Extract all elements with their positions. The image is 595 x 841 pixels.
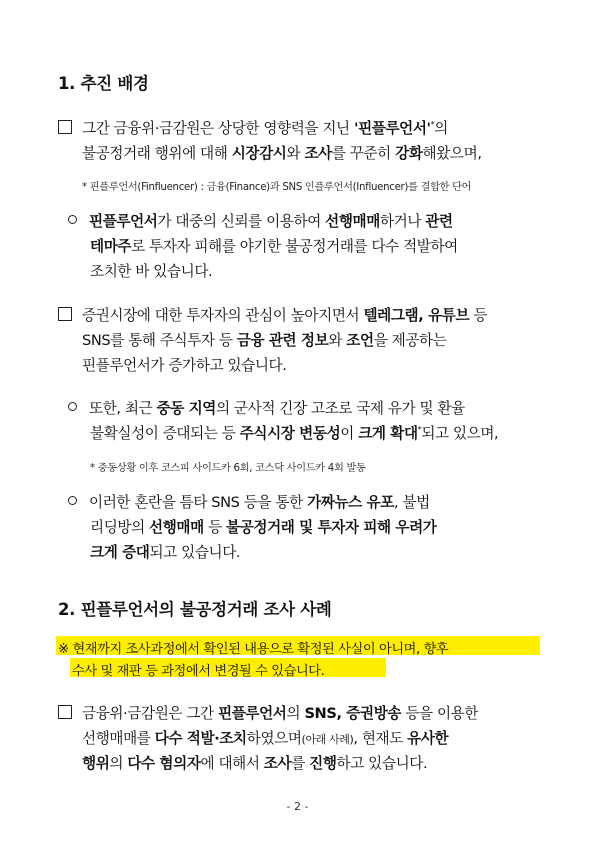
circle-bullet-icon (68, 402, 77, 411)
square-bullet-icon (58, 705, 72, 719)
case-bullet-line-1: 금융위·금감원은 그간 핀플루언서의 SNS, 증권방송 등을 이용한 (58, 702, 478, 723)
section-2-heading: 2. 핀플루언서의 불공정거래 조사 사례 (58, 600, 332, 619)
case-bullet-line-2: 선행매매를 다수 적발·조치하였으며(아래 사례), 현재도 유사한 (82, 730, 449, 747)
bullet-1-line-2: 불공정거래 행위에 대해 시장감시와 조사를 꾸준히 강화해왔으며, (82, 145, 482, 162)
page-number: - 2 - (286, 800, 309, 813)
notice-line-1: ※ 현재까지 조사과정에서 확인된 내용으로 확정된 사실이 아니며, 향후 (58, 642, 449, 657)
sub-bullet-2-line-2: 불확실성이 증대되는 등 주식시장 변동성이 크게 확대*되고 있으며, (90, 425, 499, 442)
sub-bullet-1-line-2: 테마주로 투자자 피해를 야기한 불공정거래를 다수 적발하여 (90, 238, 458, 255)
section-1-heading: 1. 추진 배경 (58, 74, 149, 93)
footnote-sidecar: * 중동상황 이후 코스피 사이드카 6회, 코스닥 사이드카 4회 발동 (90, 463, 366, 474)
bullet-2-line-1: 증권시장에 대한 투자자의 관심이 높아지면서 텔레그램, 유튜브 등 (58, 304, 487, 325)
square-bullet-icon (58, 120, 72, 134)
circle-bullet-icon (68, 215, 77, 224)
bullet-2-line-3: 핀플루언서가 증가하고 있습니다. (82, 357, 287, 374)
sub-bullet-1-line-1: 핀플루언서가 대중의 신뢰를 이용하여 선행매매하거나 관련 (68, 210, 453, 231)
sub-bullet-2-line-1: 또한, 최근 중동 지역의 군사적 긴장 고조로 국제 유가 및 환율 (68, 397, 465, 418)
bullet-1-line-1: 그간 금융위·금감원은 상당한 영향력을 지닌 '핀플루언서'*의 (58, 117, 448, 138)
sub-bullet-3-line-2: 리딩방의 선행매매 등 불공정거래 및 투자자 피해 우려가 (90, 519, 437, 536)
bullet-2-line-2: SNS를 통해 주식투자 등 금융 관련 정보와 조언을 제공하는 (82, 332, 447, 349)
sub-bullet-1-line-3: 조치한 바 있습니다. (90, 263, 213, 280)
footnote-finfluencer: * 핀플루언서(Finfluencer) : 금융(Finance)과 SNS 인플루언서(Influencer)를 결합한 단어 (82, 182, 472, 193)
case-bullet-line-3: 행위의 다수 혐의자에 대해서 조사를 진행하고 있습니다. (82, 755, 428, 772)
notice-line-2: 수사 및 재판 등 과정에서 변경될 수 있습니다. (72, 664, 325, 679)
sub-bullet-3-line-3: 크게 증대되고 있습니다. (90, 544, 241, 561)
square-bullet-icon (58, 307, 72, 321)
sub-bullet-3-line-1: 이러한 혼란을 틈타 SNS 등을 통한 가짜뉴스 유포, 불법 (68, 491, 430, 512)
circle-bullet-icon (68, 496, 77, 505)
